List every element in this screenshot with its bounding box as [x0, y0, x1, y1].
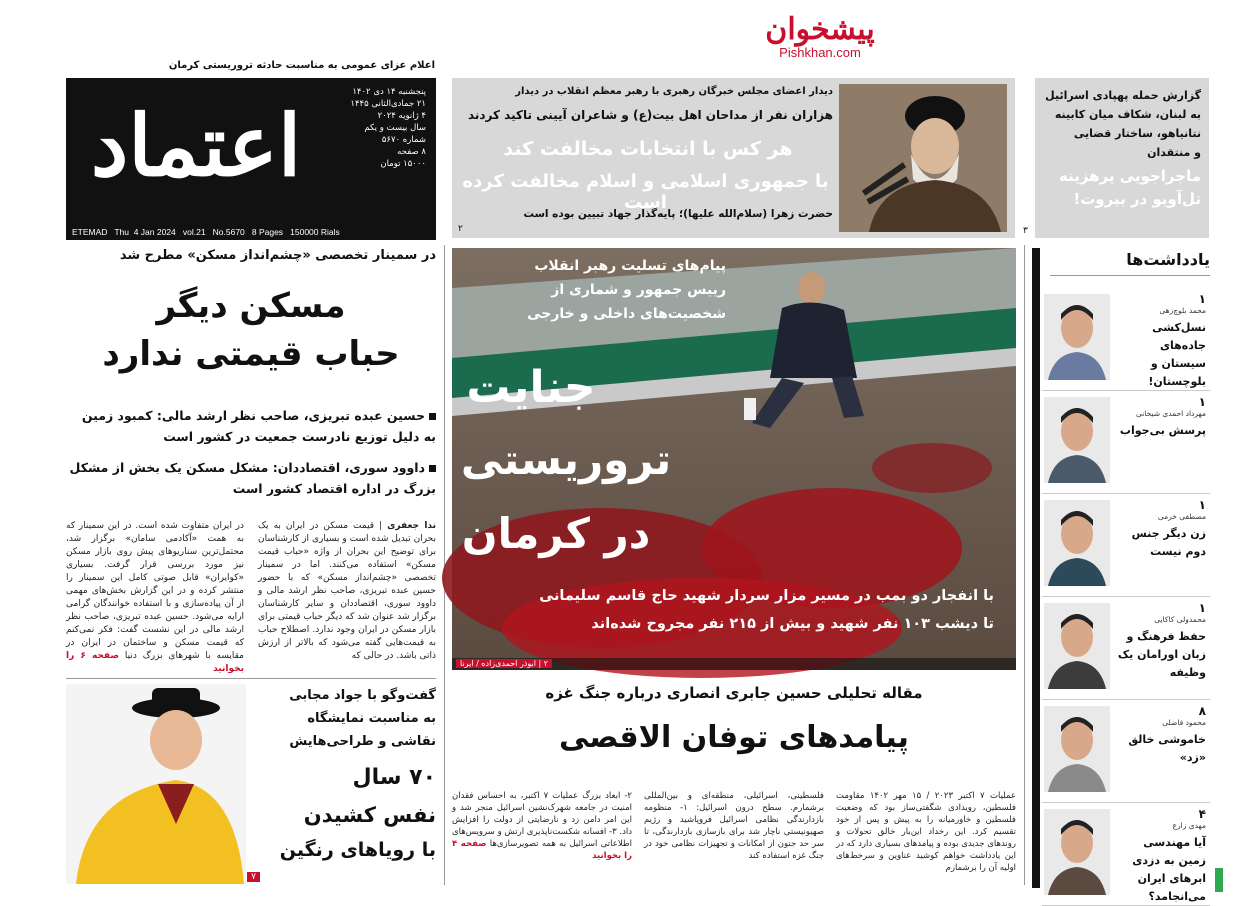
overlay2: رییس جمهور و شماری از — [551, 282, 726, 298]
analysis-col3-text: ۲- ابعاد بزرگ عملیات ۷ اکتبر، به احساس فقدان امنیت در جامعه شهرک‌نشین اسرائیل منجر شد و این امر دامن زد و نارضایتی از دولت را افزایش داد. ۳- افسانه شکست‌ناپذیری ارتش و سرویس‌های اطلاعاتی اسرائیل به همه تصویرسازی‌ها — [452, 791, 633, 849]
date-hijri: ۲۱ جمادی‌الثانی ۱۴۴۵ — [350, 99, 426, 109]
year: سال بیست و یکم — [364, 123, 426, 133]
top-center-line1: هزاران نفر از مداحان اهل بیت(ع) و شاعران آیینی تاکید کردند — [467, 108, 833, 122]
note-title: پرسش بی‌جواب — [1119, 424, 1206, 437]
note-item[interactable] — [1042, 700, 1210, 803]
left-col2 — [66, 520, 244, 672]
top-center-headline1: هر کس با انتخابات مخالفت کند — [503, 138, 793, 160]
top-notice: اعلام عزای عمومی به مناسبت حادثه تروریستی کرمان — [168, 60, 435, 71]
left-col2-text: در ایران متفاوت شده است. در این سمینار که به همت «آکادمی سامان» برگزار شد، محتمل‌ترین سناریوهای پیش روی بازار مسکن نیز مورد بررسی قرار گرفت. بسیاری «کوایران» قابل صوتی کامل این سمینار را منتشر کرده و در این گزارش بخش‌های مهمی از آن پیاده‌سازی و با استفاده خوانندگان گرامی ارایه می‌شود. حسین عبده تبریزی، صاحب نظر ارشد مالی در این نشست گفت: فکر نمی‌کنم که قیمت مسکن و ساختمان در ایران در مقایسه با شهرهای بزرگ دنیا — [66, 521, 244, 661]
date-fa: پنجشنبه ۱۴ دی ۱۴۰۲ — [352, 87, 426, 97]
center-bottom-article — [452, 680, 1016, 760]
feature-headline2: نفس کشیدن — [303, 803, 436, 827]
corner-accent — [1215, 868, 1223, 892]
note-page: ۱ — [1198, 292, 1206, 306]
left-separator — [66, 678, 436, 679]
masthead — [66, 78, 436, 240]
note-author: محمد بلوچ‌زهی — [1159, 306, 1206, 315]
top-center-caption: حضرت زهرا (سلام‌الله علیها)؛ پایه‌گذار جهاد تبیین بوده است — [523, 208, 833, 220]
watermark — [755, 12, 885, 60]
top-right-headline1: ماجراجویی پرهزینه — [1059, 167, 1201, 185]
feature-kicker2: به مناسبت نمایشگاه — [307, 711, 436, 726]
notes-title: یادداشت‌ها — [1050, 250, 1210, 276]
analysis-continued-link[interactable]: صفحه ۴ را بخوانید — [452, 839, 632, 861]
watermark-bottom: Pishkhan.com — [779, 45, 861, 60]
note-text — [1112, 292, 1206, 391]
top-center-kicker: دیدار اعضای مجلس خبرگان رهبری با رهبر معظم انقلاب در دیدار — [515, 86, 833, 97]
analysis-col3 — [452, 790, 632, 886]
note-item[interactable] — [1042, 288, 1210, 391]
note-page: ۱ — [1198, 601, 1206, 615]
analysis-headline: پیامدهای توفان الاقصی — [559, 720, 909, 755]
leader-photo — [839, 84, 1007, 232]
left-bullet1-text: حسین عبده تبریزی، صاحب نظر ارشد مالی: کمبود زمین به دلیل توزیع نادرست جمعیت در کشور است — [81, 408, 436, 444]
main-subhead2: تا دیشب ۱۰۳ نفر شهید و بیش از ۲۱۵ نفر مجروح شده‌اند — [591, 616, 994, 632]
note-author-photo — [1044, 397, 1110, 483]
left-author: ندا جعفری — [387, 521, 436, 531]
notes-sidebar — [1032, 248, 1210, 903]
feature-kicker1: گفت‌وگو با جواد مجابی — [289, 688, 436, 703]
note-page: ۱ — [1198, 498, 1206, 512]
top-right-band — [1023, 78, 1209, 238]
note-page: ۴ — [1198, 807, 1206, 821]
top-center-band — [452, 78, 1015, 238]
note-title: خاموشی خالق «زد» — [1128, 733, 1206, 764]
left-kicker: در سمینار تخصصی «چشم‌انداز مسکن» مطرح شد — [119, 248, 436, 263]
note-page: ۸ — [1198, 704, 1206, 718]
mojabi-photo — [66, 684, 246, 884]
note-item[interactable] — [1042, 391, 1210, 494]
overlay3: شخصیت‌های داخلی و خارجی — [527, 306, 726, 322]
feature-headline1: ۷۰ سال — [352, 765, 436, 790]
notes-list — [1042, 288, 1210, 906]
note-author: محمود فاضلی — [1162, 718, 1206, 727]
watermark-top: پیشخوان — [765, 12, 875, 47]
top-right-line1: گزارش حمله پهپادی اسرائیل — [1045, 89, 1201, 102]
note-text — [1112, 395, 1206, 440]
top-right-headline2: تل‌آویو در بیروت! — [1073, 190, 1201, 208]
note-title: آیا مهندسی زمین به دزدی ابرهای ایران می‌انجامد؟ — [1132, 836, 1206, 903]
analysis-col2: فلسطینی، اسرائیلی، منطقه‌ای و بین‌المللی برشمارم. سطح درون اسرائیل: ۱- منظومه بازدارندگی نظامی اسرائیل فروپاشید و رژیم صهیونیستی ناچار شد برای بازسازی بازدارندگی، تا سر حد جنون از امکانات و تجهیزات نظامی خود در جنگ غزه استفاده کند — [644, 791, 824, 861]
left-body-columns — [66, 520, 436, 672]
main-headline3: در کرمان — [461, 509, 651, 558]
main-subhead1: با انفجار دو بمب در مسیر مزار سردار شهید حاج قاسم سلیمانی — [539, 588, 994, 604]
note-title: نسل‌کشی جاده‌های سیستان و بلوچستان! — [1148, 321, 1206, 388]
main-headline2: تروریستی — [460, 435, 672, 484]
note-author: مصطفی خرمی — [1157, 512, 1206, 521]
note-page: ۱ — [1198, 395, 1206, 409]
pages: ۸ صفحه — [397, 147, 426, 157]
top-right-page-no: ۳ — [1023, 226, 1028, 236]
left-bullet1 — [66, 405, 436, 447]
left-headline2: حباب قیمتی ندارد — [102, 334, 400, 374]
left-feature-text — [251, 684, 436, 867]
top-center-headline2: با جمهوری اسلامی و اسلام مخالفت کرده است — [462, 171, 829, 213]
note-author-photo — [1044, 294, 1110, 380]
note-item[interactable] — [1042, 597, 1210, 700]
note-title: زن دیگر جنس دوم نیست — [1131, 527, 1206, 558]
leader-photo-svg — [839, 84, 1007, 232]
feature-page-no: ۷ — [247, 872, 260, 882]
note-author-photo — [1044, 500, 1110, 586]
note-author-photo — [1044, 809, 1110, 895]
left-continued-link[interactable]: صفحه ۶ را بخوانید — [66, 651, 244, 674]
overlay1: پیام‌های تسلیت رهبر انقلاب — [534, 258, 726, 274]
photo-credit: ۲ | ابوذر احمدی‌زاده / ایرنا — [456, 659, 552, 668]
note-item[interactable] — [1042, 494, 1210, 597]
bullet-square-icon — [429, 465, 436, 472]
notes-bar — [1032, 248, 1040, 888]
left-bullet2 — [66, 457, 436, 499]
top-right-line4: و منتقدان — [1147, 146, 1201, 159]
analysis-kicker: مقاله تحلیلی حسین جابری انصاری درباره جنگ غزه — [545, 684, 923, 702]
left-headline1: مسکن دیگر — [156, 286, 346, 326]
masthead-strip: ETEMAD Thu 4 Jan 2024 vol.21 No.5670 8 Pages 150000 Rials — [72, 227, 340, 237]
note-text — [1112, 807, 1206, 906]
note-author-photo — [1044, 603, 1110, 689]
feature-headline3: با رویاهای رنگین — [279, 839, 436, 861]
note-item[interactable] — [1042, 803, 1210, 906]
masthead-dateblock — [306, 86, 426, 170]
date-en: ۴ ژانویه ۲۰۲۴ — [377, 111, 426, 121]
left-bullet2-text: داوود سوری، اقتصاددان: مشکل مسکن یک بخش از مشکل بزرگ در اداره اقتصاد کشور است — [69, 460, 436, 496]
issue: شماره ۵۶۷۰ — [381, 135, 426, 145]
feature-kicker3: نقاشی و طراحی‌هایش — [289, 734, 436, 749]
left-col1 — [258, 520, 436, 672]
left-col1-text: | قیمت مسکن در ایران به یک بحران تبدیل شده است و بسیاری از کارشناسان برای توضیح این بحران از واژه «حباب قیمت مسکن» استفاده می‌کنند. اما در سمینار تخصصی «چشم‌انداز مسکن» که با حضور حسین عبده تبریزی، صاحب نظر ارشد مالی و داوود سوری، اقتصاددان و سایر کارشناسان برگزار شد عنوان شد که دیگر حباب قیمتی برای بازار مسکن در ایران وجود ندارد. اصطلاح حباب به قیمت‌هایی گفته می‌شود که بالاتر از ارزش ذاتی باشد. در حالی که — [258, 521, 436, 661]
divider-right — [1024, 245, 1025, 885]
left-feature — [66, 684, 436, 884]
mojabi-photo-svg — [66, 684, 246, 884]
bullet-square-icon — [429, 413, 436, 420]
masthead-logo: اعتماد — [90, 96, 302, 195]
top-right-line3: نتانیاهو، ساختار قضایی — [1073, 127, 1201, 140]
note-text — [1112, 601, 1206, 682]
note-author: مهرداد احمدی شیخانی — [1135, 409, 1206, 418]
center-bottom-columns — [452, 790, 1016, 886]
note-title: حفظ فرهنگ و زبان اورامان یک وظیفه — [1117, 630, 1206, 679]
left-article — [66, 248, 436, 499]
analysis-col1: عملیات ۷ اکتبر ۲۰۲۳ / ۱۵ مهر ۱۴۰۲ مقاومت فلسطین، رویدادی شگفتی‌ساز بود که وضعیت فلسطین و خاورمیانه را به پیش و پس از خود تقسیم کرد. این رخداد این‌بار خالق تحولات و روندهای جدیدی بوده و پیامدهای بسیاری دارد که در این یادداشت خواهم کوشید عناوین و سرخط‌های اولیه آن را برشمارم — [836, 791, 1016, 873]
note-text — [1112, 498, 1206, 561]
note-author-photo — [1044, 706, 1110, 792]
top-right-line2: به لبنان، شکاف میان کابینه — [1054, 108, 1201, 121]
main-headline1: جنایت — [466, 362, 596, 413]
price: ۱۵۰۰۰ تومان — [380, 159, 426, 169]
note-author: محمدولی کاکایی — [1154, 615, 1206, 624]
note-text — [1112, 704, 1206, 767]
top-center-page-no: ۲ — [458, 224, 463, 234]
note-author: مهدی زارع — [1172, 821, 1206, 830]
main-photo — [452, 248, 1016, 670]
